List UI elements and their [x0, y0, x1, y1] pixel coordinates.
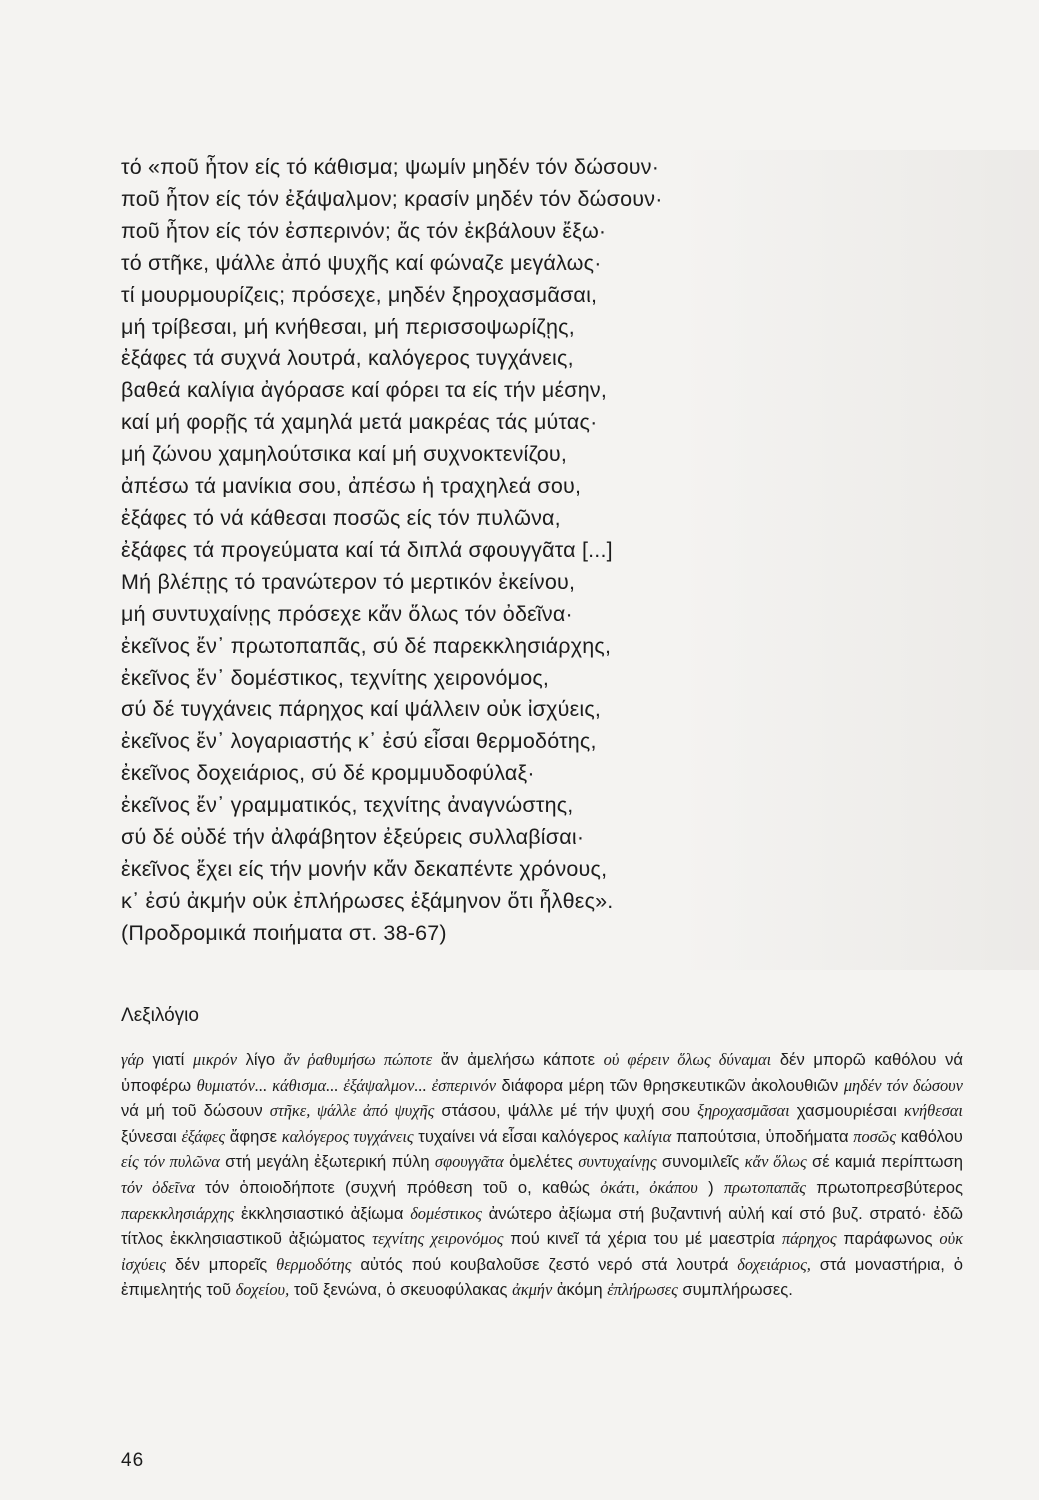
glossary-term: μικρόν: [192, 1050, 237, 1069]
poem-line: ποῦ ἦτον είς τόν ἐξάψαλμον; κρασίν μηδέν τόν δώσουν·: [121, 186, 663, 211]
glossary-term: ἀκμήν: [512, 1280, 553, 1300]
poem-line: σύ δέ οὐδέ τήν ἀλφάβητον ἐξεύρεις συλλαβίσαι·: [121, 825, 585, 850]
glossary-definition: στάσου, ψάλλε μέ τήν ψυχή σου: [441, 1101, 691, 1121]
glossary-term: οὐκ ἰσχύεις: [121, 1229, 963, 1274]
glossary-term: πάρηχος: [781, 1229, 837, 1249]
poem-line: ἐκεῖνος δοχειάριος, σύ δέ κρομμυδοφύλαξ·: [121, 761, 535, 786]
glossary-definition: στά μοναστήρια, ὁ ἐπιμελητής τοῦ: [121, 1254, 963, 1300]
glossary-term: ἐξάφες: [181, 1126, 226, 1146]
glossary-definition: ἀνώτερο ἀξίωμα στή βυζαντινή αὐλή καί στό βυζ. στρατό· ἐδῶ τίτλος ἐκκλησιαστικοῦ ἀξιώματος: [121, 1203, 963, 1249]
glossary-term: οὐ φέρειν ὅλως δύναμαι: [603, 1050, 772, 1069]
glossary-term: συντυχαίνῃς: [578, 1152, 657, 1172]
poem-line: ἐξάφες τά προγεύματα καί τά διπλά σφουγγᾶτα [...]: [121, 537, 613, 562]
poem-line: ἐκεῖνος ἔν᾽ δομέστικος, τεχνίτης χειρονόμος,: [121, 665, 550, 690]
glossary-term: θερμοδότης: [276, 1254, 352, 1274]
glossary-term: πρωτοπαπᾶς: [723, 1177, 806, 1197]
poem-line: ἐκεῖνος ἔν᾽ γραμματικός, τεχνίτης ἀναγνώστης,: [121, 793, 574, 818]
poem-line: ἐξάφες τά συχνά λουτρά, καλόγερος τυγχάνεις,: [121, 346, 574, 371]
poem-line: ἐκεῖνος ἔχει είς τήν μονήν κἄν δεκαπέντε χρόνους,: [121, 856, 608, 881]
glossary-definition: διάφορα μέρη τῶν θρησκευτικῶν ἀκολουθιῶν: [501, 1075, 839, 1095]
glossary-text: [121, 1047, 963, 1303]
glossary-term: καλόγερος τυγχάνεις: [281, 1126, 414, 1146]
glossary-definition: νά μή τοῦ δώσουν: [121, 1101, 263, 1121]
poem-line: μή ζώνου χαμηλούτσικα καί μή συχνοκτενίζου,: [121, 442, 568, 467]
glossary-definition: ἄφησε: [229, 1126, 277, 1146]
glossary-term: ποσῶς: [853, 1126, 896, 1146]
glossary-definition: παπούτσια, ὑποδήματα: [676, 1126, 849, 1146]
glossary-term: ἄν ῥαθυμήσω πώποτε: [283, 1050, 433, 1069]
poem-line: τό στῆκε, ψάλλε ἀπό ψυχῆς καί φώναζε μεγάλως·: [121, 250, 602, 275]
glossary-term: τεχνίτης χειρονόμος: [372, 1229, 504, 1249]
glossary-definition: πού κινεῖ τά χέρια του μέ μαεστρία: [510, 1229, 776, 1249]
glossary-definition: ): [708, 1177, 714, 1197]
glossary-term: δοχείου,: [235, 1280, 290, 1300]
glossary-term: ἐπλήρωσες: [607, 1280, 678, 1300]
poem-line: βαθεά καλίγια ἀγόρασε καί φόρει τα είς τήν μέσην,: [121, 378, 608, 403]
glossary-term: γάρ: [121, 1050, 144, 1069]
glossary-definition: σέ καμιά περίπτωση: [812, 1152, 963, 1172]
poem-line: ἐκεῖνος ἔν᾽ λογαριαστής κ᾽ ἐσύ εἶσαι θερμοδότης,: [121, 729, 597, 754]
glossary-term: ὀκάτι, ὀκάπου: [600, 1177, 698, 1197]
glossary-title: Λεξιλόγιο: [121, 1005, 199, 1026]
glossary-definition: παράφωνος: [843, 1229, 933, 1249]
glossary-definition: γιατί: [152, 1050, 185, 1069]
glossary-term: κἄν ὅλως: [744, 1152, 807, 1172]
poem-excerpt: [121, 152, 901, 950]
poem-citation: (Προδρομικά ποιήματα στ. 38-67): [121, 920, 447, 945]
glossary-definition: καθόλου: [900, 1126, 963, 1146]
glossary-term: τόν ὀδεῖνα: [121, 1177, 195, 1197]
glossary-definition: τόν ὁποιοδήποτε (συχνή πρόθεση τοῦ ο, καθώς: [205, 1177, 590, 1197]
poem-line: ἀπέσω τά μανίκια σου, ἀπέσω ἡ τραχηλεά σου,: [121, 474, 582, 499]
glossary-definition: πρωτοπρεσβύτερος: [816, 1177, 963, 1197]
glossary-term: ξηροχασμᾶσαι: [697, 1101, 790, 1121]
poem-line: τό «ποῦ ἦτον είς τό κάθισμα; ψωμίν μηδέν τόν δώσουν·: [121, 155, 660, 179]
glossary-definition: τοῦ ξενώνα, ὁ σκευοφύλακας: [293, 1280, 508, 1300]
glossary-term: θυμιατόν... κάθισμα... ἐξάψαλμον... ἐσπερινόν: [196, 1075, 497, 1095]
glossary-term: καλίγια: [623, 1126, 672, 1146]
poem-line: ἐκεῖνος ἔν᾽ πρωτοπαπᾶς, σύ δέ παρεκκλησιάρχης,: [121, 633, 612, 658]
glossary-term: μηδέν τόν δώσουν: [843, 1075, 963, 1095]
glossary-definition: χασμουριέσαι: [796, 1101, 897, 1121]
glossary-term: στῆκε, ψάλλε ἀπό ψυχῆς: [269, 1101, 435, 1121]
poem-line: μή συντυχαίνῃς πρόσεχε κἄν ὅλως τόν ὀδεῖνα·: [121, 601, 573, 626]
glossary-term: κνήθεσαι: [903, 1101, 963, 1121]
glossary-definition: στή μεγάλη ἐξωτερική πύλη: [225, 1152, 430, 1172]
poem-line: σύ δέ τυγχάνεις πάρηχος καί ψάλλειν οὐκ ἰσχύεις,: [121, 697, 602, 722]
glossary-definition: ὀμελέτες: [509, 1152, 573, 1172]
glossary-definition: τυχαίνει νά εἶσαι καλόγερος: [418, 1126, 619, 1146]
poem-line: κ᾽ ἐσύ ἀκμήν οὐκ ἐπλήρωσες ἑξάμηνον ὅτι ἦλθες».: [121, 888, 614, 913]
glossary-definition: δέν μπορεῖς: [174, 1254, 268, 1274]
poem-line: καί μή φορῇς τά χαμηλά μετά μακρέας τάς μύτας·: [121, 410, 598, 435]
glossary-definition: λίγο: [245, 1050, 276, 1069]
poem-line: ποῦ ἦτον είς τόν ἐσπερινόν; ἄς τόν ἐκβάλουν ἔξω·: [121, 218, 607, 243]
poem-line: Μή βλέπῃς τό τρανώτερον τό μερτικόν ἐκείνου,: [121, 569, 576, 594]
glossary-definition: ἄν ἀμελήσω κάποτε: [440, 1050, 596, 1069]
poem-line: τί μουρμουρίζεις; πρόσεχε, μηδέν ξηροχασμᾶσαι,: [121, 282, 598, 307]
glossary-definition: ἀκόμη: [556, 1280, 603, 1300]
glossary-term: δομέστικος: [410, 1203, 482, 1223]
glossary-term: είς τόν πυλῶνα: [121, 1152, 220, 1172]
glossary-definition: ἐκκλησιαστικό ἀξίωμα: [240, 1203, 404, 1223]
glossary-definition: ξύνεσαι: [121, 1126, 177, 1146]
glossary-term: δοχειάριος,: [737, 1254, 811, 1274]
glossary-definition: δέν μπορῶ καθόλου νά ὑποφέρω: [121, 1050, 963, 1095]
glossary-term: παρεκκλησιάρχης: [121, 1203, 235, 1223]
poem-line: ἐξάφες τό νά κάθεσαι ποσῶς είς τόν πυλῶνα,: [121, 505, 561, 530]
page-number: 46: [121, 1450, 145, 1471]
glossary-definition: συμπλήρωσες.: [682, 1280, 793, 1300]
glossary-term: σφουγγᾶτα: [434, 1152, 504, 1172]
glossary-definition: συνομιλεῖς: [661, 1152, 740, 1172]
glossary-definition: αὐτός πού κουβαλοῦσε ζεστό νερό στά λουτρά: [360, 1254, 729, 1274]
poem-line: μή τρίβεσαι, μή κνήθεσαι, μή περισσοψωρίζῃς,: [121, 314, 575, 339]
